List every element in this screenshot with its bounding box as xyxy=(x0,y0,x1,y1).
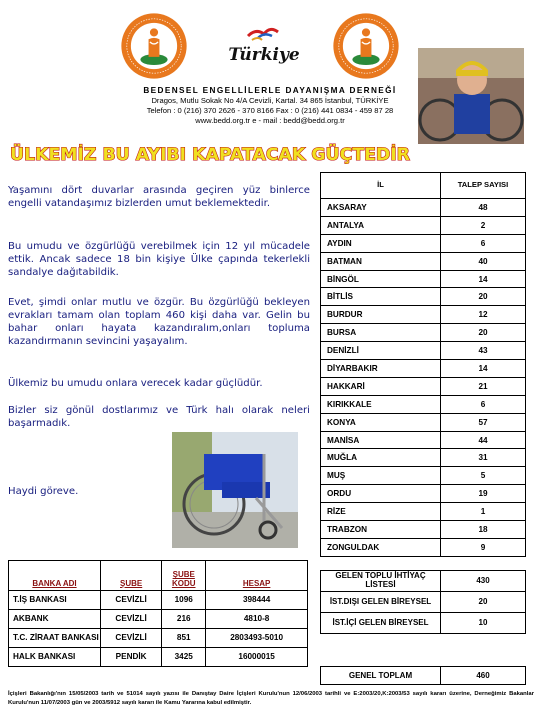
summary-row xyxy=(321,613,526,634)
request-count: 44 xyxy=(441,431,526,449)
city-name: RİZE xyxy=(321,503,441,521)
body-paragraph-2: Bu umudu ve özgürlüğü verebilmek için 12 yıl mücadele ettik. Ancak sadece 18 bin kişiye Ülke çapında tekerlekli sandalye dağıtabildik. xyxy=(8,241,310,279)
city-row xyxy=(321,467,526,485)
request-count: 40 xyxy=(441,252,526,270)
bank-row xyxy=(9,648,308,667)
turkiye-logo xyxy=(218,26,310,66)
branch-code: 3425 xyxy=(162,648,206,667)
branch-name: PENDİK xyxy=(101,648,162,667)
summary-label: İST.DIŞI GELEN BİREYSEL xyxy=(321,592,441,613)
organization-name: BEDENSEL ENGELLİLERLE DAYANIŞMA DERNEĞİ xyxy=(143,86,397,95)
city-row xyxy=(321,521,526,539)
city-row xyxy=(321,395,526,413)
request-count: 1 xyxy=(441,503,526,521)
organization-phone: Telefon : 0 (216) 370 2626 - 370 8166 Fax : 0 (216) 441 0834 - 459 87 28 xyxy=(146,106,394,115)
city-name: ANTALYA xyxy=(321,216,441,234)
bank-name: T.İŞ BANKASI xyxy=(9,591,101,610)
branch-column-header: ŞUBE xyxy=(101,561,162,591)
bank-row xyxy=(9,610,308,629)
branch-code: 216 xyxy=(162,610,206,629)
summary-label: GELEN TOPLU İHTİYAÇ LİSTESİ xyxy=(321,571,441,592)
city-name: BURSA xyxy=(321,324,441,342)
request-count: 6 xyxy=(441,395,526,413)
city-table-header xyxy=(321,173,526,199)
city-name: HAKKARİ xyxy=(321,377,441,395)
call-to-action: Haydi göreve. xyxy=(8,486,79,497)
request-count: 21 xyxy=(441,377,526,395)
summary-value: 430 xyxy=(441,571,526,592)
body-paragraph-5: Bizler siz gönül dostlarımız ve Türk halı olarak neleri başarmadık. xyxy=(8,405,310,430)
summary-value: 10 xyxy=(441,613,526,634)
city-name: TRABZON xyxy=(321,521,441,539)
city-row xyxy=(321,216,526,234)
request-count: 14 xyxy=(441,360,526,378)
request-count: 9 xyxy=(441,538,526,556)
body-paragraph-1: Yaşamını dört duvarlar arasında geçiren yüz binlerce engelli vatandaşımız bizlerden umut beklemektedir. xyxy=(8,185,310,210)
city-row xyxy=(321,413,526,431)
grand-total-table xyxy=(320,666,526,685)
branch-code: 851 xyxy=(162,629,206,648)
legal-footer-note: İçişleri Bakanlığı'nın 15/05/2003 tarih ve 51014 sayılı yazısı ile Danıştay Daire İçişleri Kurulu'nun 12/06/2003 tarihli ve E:2003/20,K:2003/53 sayılı kararı üzerine, Derneğimiz Bakanlar Kurulu'nun 11/07/2003 gün ve 2003/5912 sayılı kararı ile Kamu Yararına kabul edilmiştir. xyxy=(8,691,534,706)
city-name: AKSARAY xyxy=(321,199,441,217)
request-count: 20 xyxy=(441,324,526,342)
branch-code-column-header: ŞUBE KODU xyxy=(162,561,206,591)
grand-total-label: GENEL TOPLAM xyxy=(321,667,441,685)
request-count: 18 xyxy=(441,521,526,539)
body-paragraph-3: Evet, şimdi onlar mutlu ve özgür. Bu özgürlüğü bekleyen evrakları tamam olan toplam 460 kişi daha var. Gelin bu bahar onları hayata kazandıralım,onları topluma kazandırmanın sevincini yaşayalım. xyxy=(8,297,310,348)
request-count: 6 xyxy=(441,234,526,252)
bank-name-column-header: BANKA ADI xyxy=(9,561,101,591)
city-name: MUĞLA xyxy=(321,449,441,467)
city-name: BİTLİS xyxy=(321,288,441,306)
organization-address: Dragos, Mutlu Sokak No 4/A Cevizli, Kartal. 34 865 İstanbul, TÜRKİYE xyxy=(151,96,389,105)
request-summary-table xyxy=(320,570,526,634)
city-row xyxy=(321,288,526,306)
summary-label: İST.İÇİ GELEN BİREYSEL xyxy=(321,613,441,634)
city-row xyxy=(321,342,526,360)
city-name: DİYARBAKIR xyxy=(321,360,441,378)
bank-name: T.C. ZİRAAT BANKASI xyxy=(9,629,101,648)
city-name: BİNGÖL xyxy=(321,270,441,288)
summary-row xyxy=(321,571,526,592)
city-name: BURDUR xyxy=(321,306,441,324)
child-in-wheelchair-photo xyxy=(418,48,524,144)
city-row xyxy=(321,306,526,324)
account-number: 16000015 xyxy=(206,648,308,667)
summary-row xyxy=(321,592,526,613)
city-name: KIRIKKALE xyxy=(321,395,441,413)
request-count: 43 xyxy=(441,342,526,360)
city-row xyxy=(321,360,526,378)
request-count: 31 xyxy=(441,449,526,467)
association-logo-right xyxy=(332,12,400,80)
count-column-header: TALEP SAYISI xyxy=(441,173,526,199)
branch-code: 1096 xyxy=(162,591,206,610)
body-paragraph-4: Ülkemiz bu umudu onlara verecek kadar güçlüdür. xyxy=(8,378,263,389)
request-count: 5 xyxy=(441,467,526,485)
city-column-header: İL xyxy=(321,173,441,199)
city-row xyxy=(321,449,526,467)
city-name: ZONGULDAK xyxy=(321,538,441,556)
account-number: 4810-8 xyxy=(206,610,308,629)
city-row xyxy=(321,324,526,342)
branch-name: CEVİZLİ xyxy=(101,629,162,648)
summary-value: 20 xyxy=(441,592,526,613)
city-row xyxy=(321,270,526,288)
bank-name: HALK BANKASI xyxy=(9,648,101,667)
city-name: AYDIN xyxy=(321,234,441,252)
association-logo-left xyxy=(120,12,188,80)
grand-total-value: 460 xyxy=(441,667,526,685)
city-name: MUŞ xyxy=(321,467,441,485)
city-name: ORDU xyxy=(321,485,441,503)
headline xyxy=(8,140,428,166)
city-row xyxy=(321,485,526,503)
grand-total-row xyxy=(321,667,526,685)
request-count: 20 xyxy=(441,288,526,306)
request-count: 2 xyxy=(441,216,526,234)
city-row xyxy=(321,538,526,556)
city-name: KONYA xyxy=(321,413,441,431)
bank-row xyxy=(9,629,308,648)
city-row xyxy=(321,503,526,521)
branch-name: CEVİZLİ xyxy=(101,591,162,610)
headline-text: ÜLKEMİZ BU AYIBI KAPATACAK GÜÇTEDİR xyxy=(10,145,411,164)
request-count: 12 xyxy=(441,306,526,324)
turkiye-logo-text: Türkiye xyxy=(228,45,300,65)
bank-row xyxy=(9,591,308,610)
branch-name: CEVİZLİ xyxy=(101,610,162,629)
city-row xyxy=(321,252,526,270)
account-column-header: HESAP xyxy=(206,561,308,591)
bank-accounts-table xyxy=(8,560,308,667)
city-row xyxy=(321,234,526,252)
city-name: BATMAN xyxy=(321,252,441,270)
city-row xyxy=(321,199,526,217)
city-demand-table xyxy=(320,172,526,557)
account-number: 2803493-5010 xyxy=(206,629,308,648)
request-count: 14 xyxy=(441,270,526,288)
city-row xyxy=(321,431,526,449)
request-count: 48 xyxy=(441,199,526,217)
request-count: 57 xyxy=(441,413,526,431)
organization-web: www.bedd.org.tr e - mail : bedd@bedd.org.tr xyxy=(195,116,345,125)
city-name: DENİZLİ xyxy=(321,342,441,360)
wheelchair-photo xyxy=(172,432,298,548)
city-name: MANİSA xyxy=(321,431,441,449)
request-count: 19 xyxy=(441,485,526,503)
account-number: 398444 xyxy=(206,591,308,610)
city-row xyxy=(321,377,526,395)
bank-table-header xyxy=(9,561,308,591)
bank-name: AKBANK xyxy=(9,610,101,629)
